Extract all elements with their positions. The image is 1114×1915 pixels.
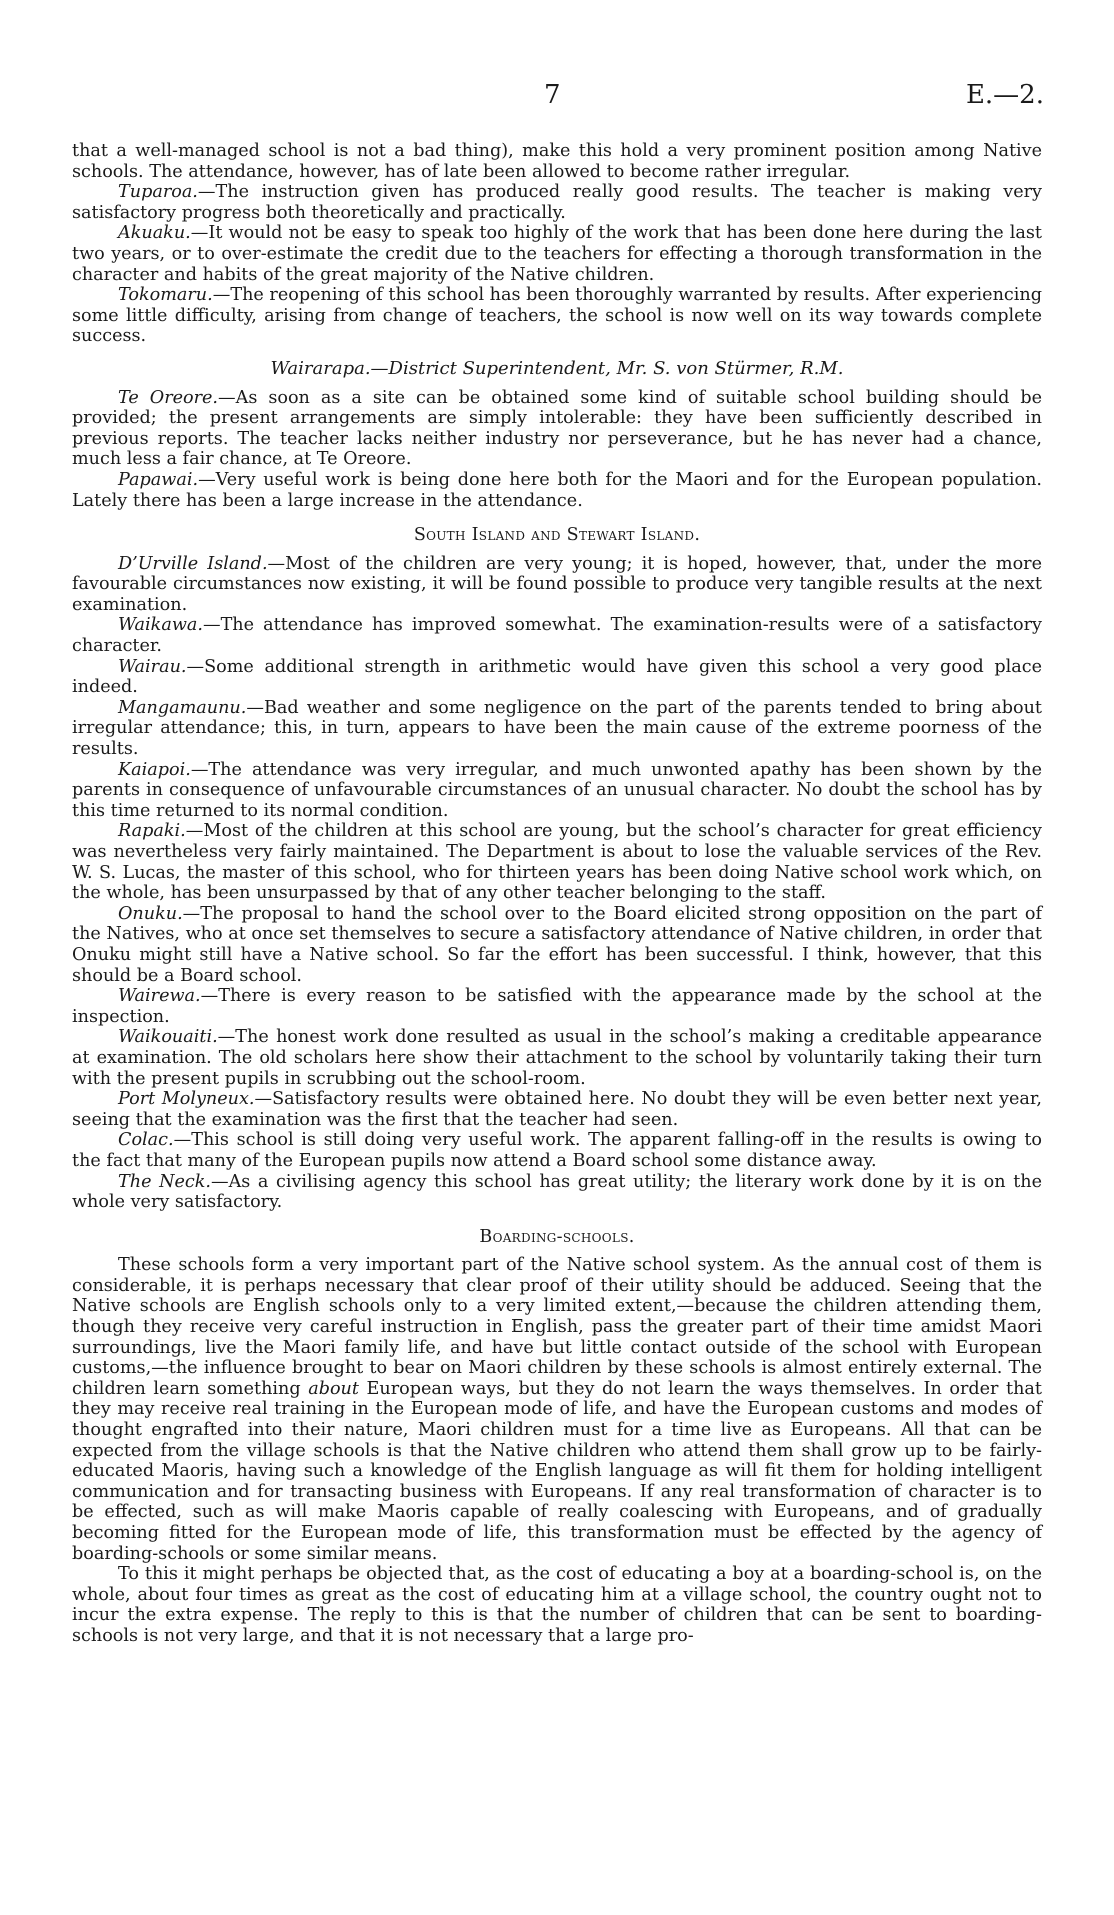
school-entry — [72, 388, 1042, 470]
school-name: Waikawa. — [118, 615, 203, 636]
school-entry — [72, 223, 1042, 285]
page-number: 7 — [544, 80, 561, 110]
school-report: —There is every reason to be satisfied with the appearance made by the school at the inspection. — [72, 986, 1042, 1027]
school-name: Papawai. — [118, 469, 199, 490]
school-report: —Satisfactory results were obtained here. No doubt they will be even better next year, seeing that the examination was the first that the teacher had seen. — [72, 1089, 1042, 1130]
school-entry — [72, 470, 1042, 511]
page-header — [0, 80, 1114, 120]
school-name: Tuparoa. — [118, 182, 198, 203]
school-report: —The instruction given has produced really good results. The teacher is making very satisfactory progress both theoretically and practically. — [72, 182, 1042, 223]
school-entry — [72, 615, 1042, 656]
school-name: Port Molyneux. — [118, 1089, 255, 1110]
school-name: Te Oreore. — [118, 387, 219, 408]
school-entry — [72, 986, 1042, 1027]
school-entry — [72, 698, 1042, 760]
school-entry — [72, 1130, 1042, 1171]
school-name: Kaiapoi. — [118, 759, 191, 780]
school-report: —Most of the children are very young; it is hoped, however, that, under the more favourable circumstances now existing, it will be found possible to produce very tangible results at the next examination. — [72, 553, 1042, 615]
document-body — [72, 141, 1042, 1647]
school-entry — [72, 1089, 1042, 1130]
boarding-paragraph-1: These schools form a very important part of the Native school system. As the annual cost of them is considerable, it is perhaps necessary that clear proof of their utility should be adduced. Seeing that the Native schools are English schools only to a very limited extent,—because the children attending them, though they receive very careful instruction in English, pass the greater part of their time amidst Maori surroundings, live the Maori family life, and have but little contact outside of the school with European customs,—the influence brought to bear on Maori children by these schools is almost entirely external. The children learn something about European ways, but they do not learn the ways themselves. In order that they may receive real training in the European mode of life, and have the European customs and modes of thought engrafted into their nature, Maori children must for a time live as Europeans. All that can be expected from the village schools is that the Native children who attend them shall grow up to be fairly-educated Maoris, having such a knowledge of the English language as will fit them for holding intelligent communication and for transacting business with Europeans. If any real transformation of character is to be effected, such as will make Maoris capable of really coalescing with Europeans, and of gradually becoming fitted for the European mode of life, this transformation must be effected by the agency of boarding-schools or some similar means. — [72, 1255, 1042, 1564]
school-report: —Very useful work is being done here both for the Maori and for the European population. Lately there has been a large increase in the attendance. — [72, 469, 1042, 511]
school-name: Wairau. — [118, 656, 187, 677]
school-report: —The honest work done resulted as usual in the school’s making a creditable appearance at examination. The old scholars here show their attachment to the school by voluntarily taking their turn with the present pupils in scrubbing out the school-room. — [72, 1027, 1042, 1089]
school-report: —The reopening of this school has been thoroughly warranted by results. After experiencing some little difficulty, arising from change of teachers, the school is now well on its way towards complete success. — [72, 285, 1042, 347]
school-report: —This school is still doing very useful work. The apparent falling-off in the results is owing to the fact that many of the European pupils now attend a Board school some distance away. — [72, 1130, 1042, 1171]
school-name: Colac. — [118, 1130, 174, 1151]
school-entry — [72, 1172, 1042, 1213]
school-name: Wairewa. — [118, 986, 201, 1007]
section-heading-south-island: South Island and Stewart Island. — [413, 525, 701, 546]
school-entry — [72, 554, 1042, 616]
school-name: Waikouaiti. — [118, 1027, 218, 1048]
section-heading-boarding-schools: Boarding-schools. — [479, 1226, 635, 1247]
school-report: —The attendance was very irregular, and much unwonted apathy has been shown by the parents in consequence of unfavourable circumstances of an unusual character. No doubt the school has by this time returned to its normal condition. — [72, 759, 1042, 821]
school-report: —Bad weather and some negligence on the part of the parents tended to bring about irregular attendance; this, in turn, appears to have been the main cause of the extreme poorness of the results. — [72, 697, 1042, 760]
school-entry — [72, 182, 1042, 223]
school-entry — [72, 657, 1042, 698]
document-reference: E.—2. — [965, 80, 1044, 110]
school-entry — [72, 285, 1042, 347]
school-name: Akuaku. — [118, 223, 191, 244]
school-entry — [72, 1027, 1042, 1089]
school-name: Rapaki. — [118, 821, 186, 842]
school-report: —As a civilising agency this school has great utility; the literary work done by it is on the whole very satisfactory. — [72, 1171, 1043, 1213]
school-entry — [72, 760, 1042, 822]
school-name: Onuku. — [118, 903, 183, 924]
section-heading-wairarapa: Wairarapa.—District Superintendent, Mr. S. von Stürmer, R.M. — [270, 357, 844, 379]
school-report: —The attendance has improved somewhat. The examination-results were of a satisfactory character. — [72, 615, 1042, 657]
school-name: Tokomaru. — [118, 285, 213, 306]
school-report: —Some additional strength in arithmetic would have given this school a very good place indeed. — [72, 656, 1042, 698]
emphasis-about: about — [308, 1378, 359, 1399]
boarding-paragraph-2: To this it might perhaps be objected that, as the cost of educating a boy at a boarding-school is, on the whole, about four times as great as the cost of educating him at a village school, the country ought not to incur the extra expense. The reply to this is that the number of children that can be sent to boarding-schools is not very large, and that it is not necessary that a large pro- — [72, 1564, 1042, 1646]
school-name: The Neck. — [118, 1171, 211, 1192]
school-entry — [72, 821, 1042, 903]
school-name: D’Urville Island. — [118, 553, 268, 574]
school-entry — [72, 904, 1042, 986]
school-report: —It would not be easy to speak too highly of the work that has been done here during the last two years, or to over-estimate the credit due to the teachers for effecting a thorough transformation in the character and habits of the great majority of the Native children. — [72, 223, 1042, 285]
school-report: —Most of the children at this school are young, but the school’s character for great efficiency was nevertheless very fairly maintained. The Department is about to lose the valuable services of the Rev. W. S. Lucas, the master of this school, who for thirteen years has been doing Native school work which, on the whole, has been unsurpassed by that of any other teacher belonging to the staff. — [72, 821, 1042, 904]
school-report: —As soon as a site can be obtained some kind of suitable school building should be provided; the present arrangements are simply intolerable: they have been sufficiently described in previous reports. The teacher lacks neither industry nor perseverance, but he has never had a chance, much less a fair chance, at Te Oreore. — [72, 387, 1042, 470]
school-report: —The proposal to hand the school over to the Board elicited strong opposition on the part of the Natives, who at once set themselves to secure a satisfactory attendance of Native children, in order that Onuku might still have a Native school. So far the effort has been successful. I think, however, that this should be a Board school. — [72, 903, 1042, 986]
intro-paragraph: that a well-managed school is not a bad thing), make this hold a very prominent position among Native schools. The attendance, however, has of late been allowed to become rather irregular. — [72, 141, 1042, 182]
school-name: Mangamaunu. — [118, 697, 247, 718]
